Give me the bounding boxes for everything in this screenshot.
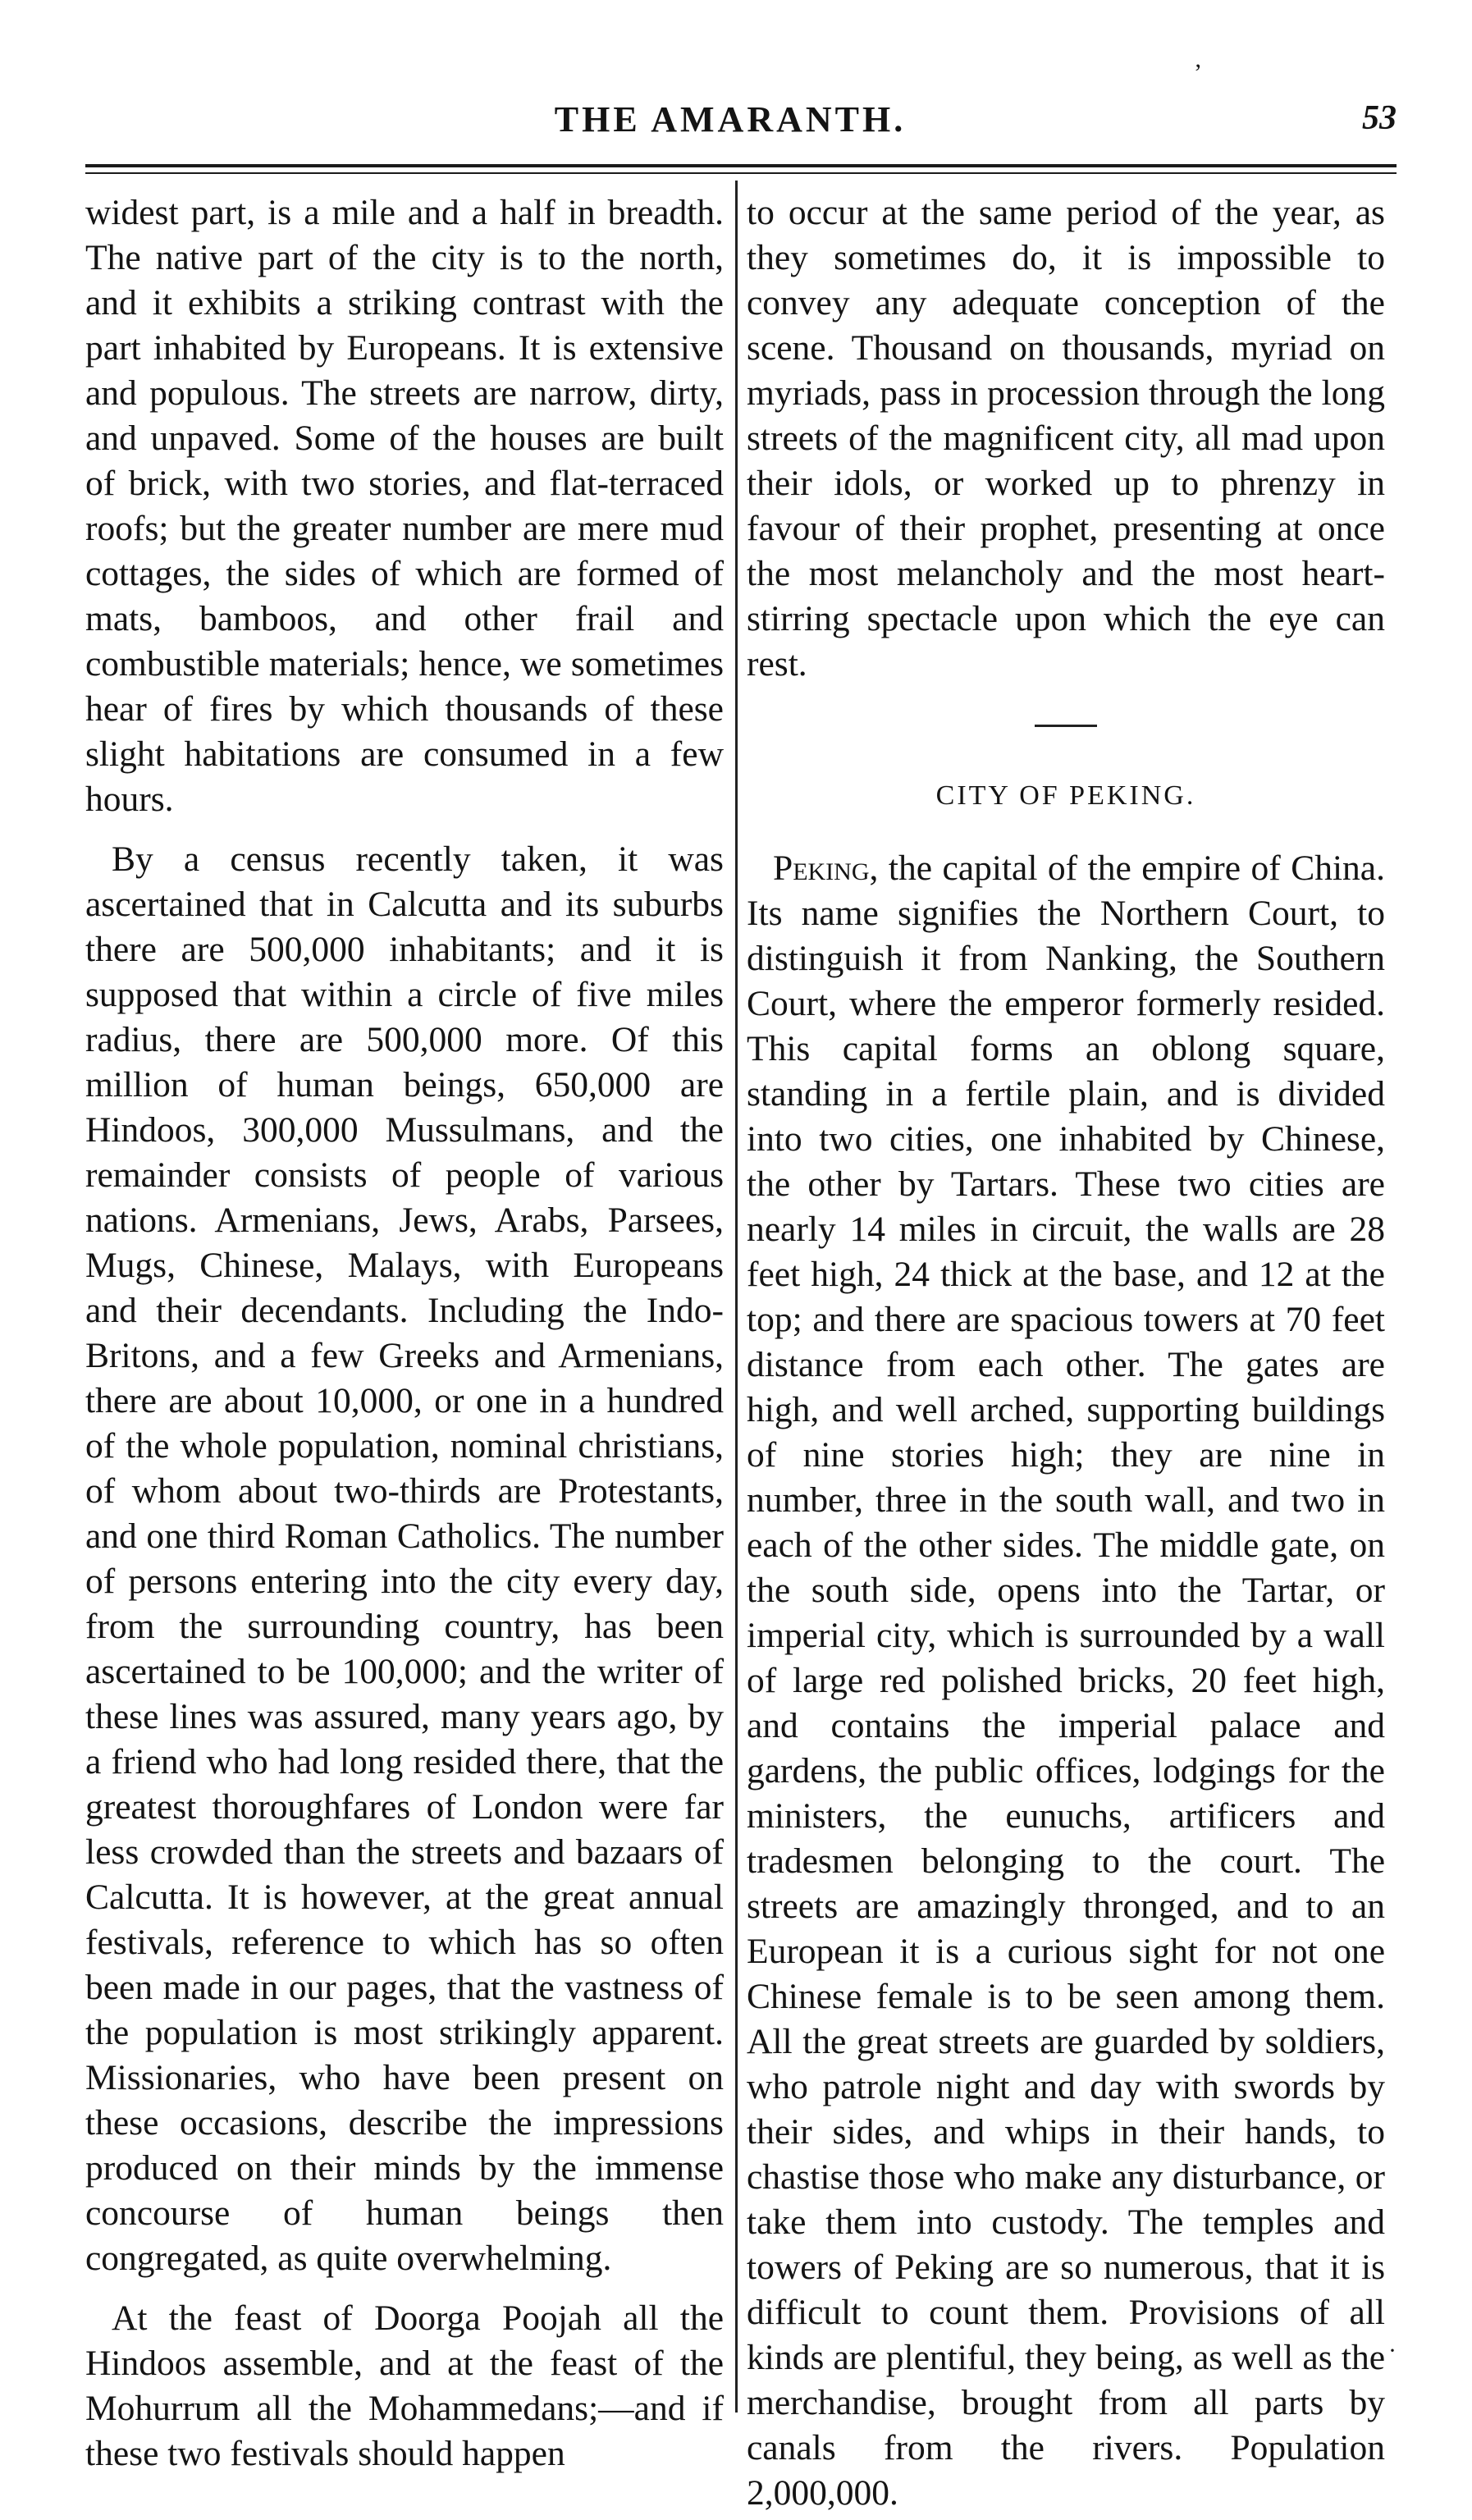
page-number: 53	[1362, 99, 1397, 137]
running-head	[0, 98, 1472, 156]
header-rule-thin	[85, 172, 1397, 174]
section-divider	[1035, 725, 1097, 727]
lead-word: Peking,	[773, 848, 879, 888]
paragraph-calcutta-description: widest part, is a mile and a half in breadth. The native part of the city is to the north, and it exhibits a striking contrast with the part inhabited by Europeans. It is extensive and populous. The streets are narrow, dirty, and unpaved. Some of the houses are built of brick, with two stories, and flat-terraced roofs; but the greater number are mere mud cottages, the sides of which are formed of mats, bamboos, and other frail and combustible materials; hence, we sometimes hear of fires by which thousands of these slight habitations are consumed in a few hours.	[85, 193, 724, 819]
header-rule-thick	[85, 164, 1397, 167]
right-column	[747, 190, 1385, 2516]
ink-mark: ’	[1194, 59, 1202, 86]
paragraph-festivals: At the feast of Doorga Poojah all the Hindoos assemble, and at the feast of the Mohurrum all the Mohammedans;—and if these two festivals should happen	[85, 2298, 724, 2473]
left-column	[85, 190, 724, 2477]
paragraph-calcutta-census: By a census recently taken, it was ascertained that in Calcutta and its suburbs there are 500,000 inhabitants; and it is supposed that within a circle of five miles radius, there are 500,000 more. Of this million of human beings, 650,000 are Hindoos, 300,000 Mussulmans, and the remainder consists of people of various nations. Armenians, Jews, Arabs, Parsees, Mugs, Chinese, Malays, with Europeans and their decendants. Including the Indo-Britons, and a few Greeks and Armenians, there are about 10,000, or one in a hundred of the whole population, nominal christians, of whom about two-thirds are Protestants, and one third Roman Catholics. The number of persons entering into the city every day, from the surrounding country, has been ascertained to be 100,000; and the writer of these lines was assured, many years ago, by a friend who had long resided there, that the greatest thoroughfares of London were far less crowded than the streets and bazaars of Calcutta. It is however, at the great annual festivals, reference to which has so often been made in our pages, that the vastness of the population is most strikingly apparent. Missionaries, who have been present on these occasions, describe the impressions produced on their minds by the immense concourse of human beings then congregated, as quite overwhelming.	[85, 839, 724, 2278]
paragraph-festival-continued: to occur at the same period of the year, as they sometimes do, it is impossible to convey any adequate conception of the scene. Thousand on thousands, myriad on myriads, pass in procession through the long streets of the magnificent city, all mad upon their idols, or worked up to phrenzy in favour of their prophet, presenting at once the most melancholy and the most heart-stirring spectacle upon which the eye can rest.	[747, 193, 1385, 684]
section-heading: CITY OF PEKING.	[935, 780, 1196, 811]
column-divider	[735, 181, 738, 2413]
running-title: THE AMARANTH.	[554, 99, 907, 139]
paragraph-gap	[85, 822, 724, 837]
ink-mark-end: ·	[1388, 2337, 1397, 2364]
paragraph-peking-body: the capital of the empire of China. Its name signifies the Northern Court, to distinguish it from Nanking, the Southern Court, where the emperor formerly resided. This capital forms an oblong square, standing in a fertile plain, and is divided into two cities, one inhabited by Chinese, the other by Tartars. These two cities are nearly 14 miles in circuit, the walls are 28 feet high, 24 thick at the base, and 12 at the top; and there are spacious towers at 70 feet distance from each other. The gates are high, and well arched, supporting buildings of nine stories high; they are nine in number, three in the south wall, and two in each of the other sides. The middle gate, on the south side, opens into the Tartar, or imperial city, which is surrounded by a wall of large red polished bricks, 20 feet high, and contains the imperial palace and gardens, the public offices, lodgings for the ministers, the eunuchs, artificers and tradesmen belonging to the court. The streets are amazingly thronged, and to an European it is a curious sight for not one Chinese female is to be seen among them. All the great streets are guarded by soldiers, who patrole night and day with swords by their sides, and whips in their hands, to chastise those who make any disturbance, or take them into custody. The temples and towers of Peking are so numerous, that it is difficult to count them. Provisions of all kinds are plentiful, they being, as well as the merchandise, brought from all parts by canals from the rivers. Population 2,000,000.	[747, 848, 1385, 2513]
paragraph-peking	[747, 846, 1385, 2516]
paragraph-gap	[85, 2281, 724, 2296]
